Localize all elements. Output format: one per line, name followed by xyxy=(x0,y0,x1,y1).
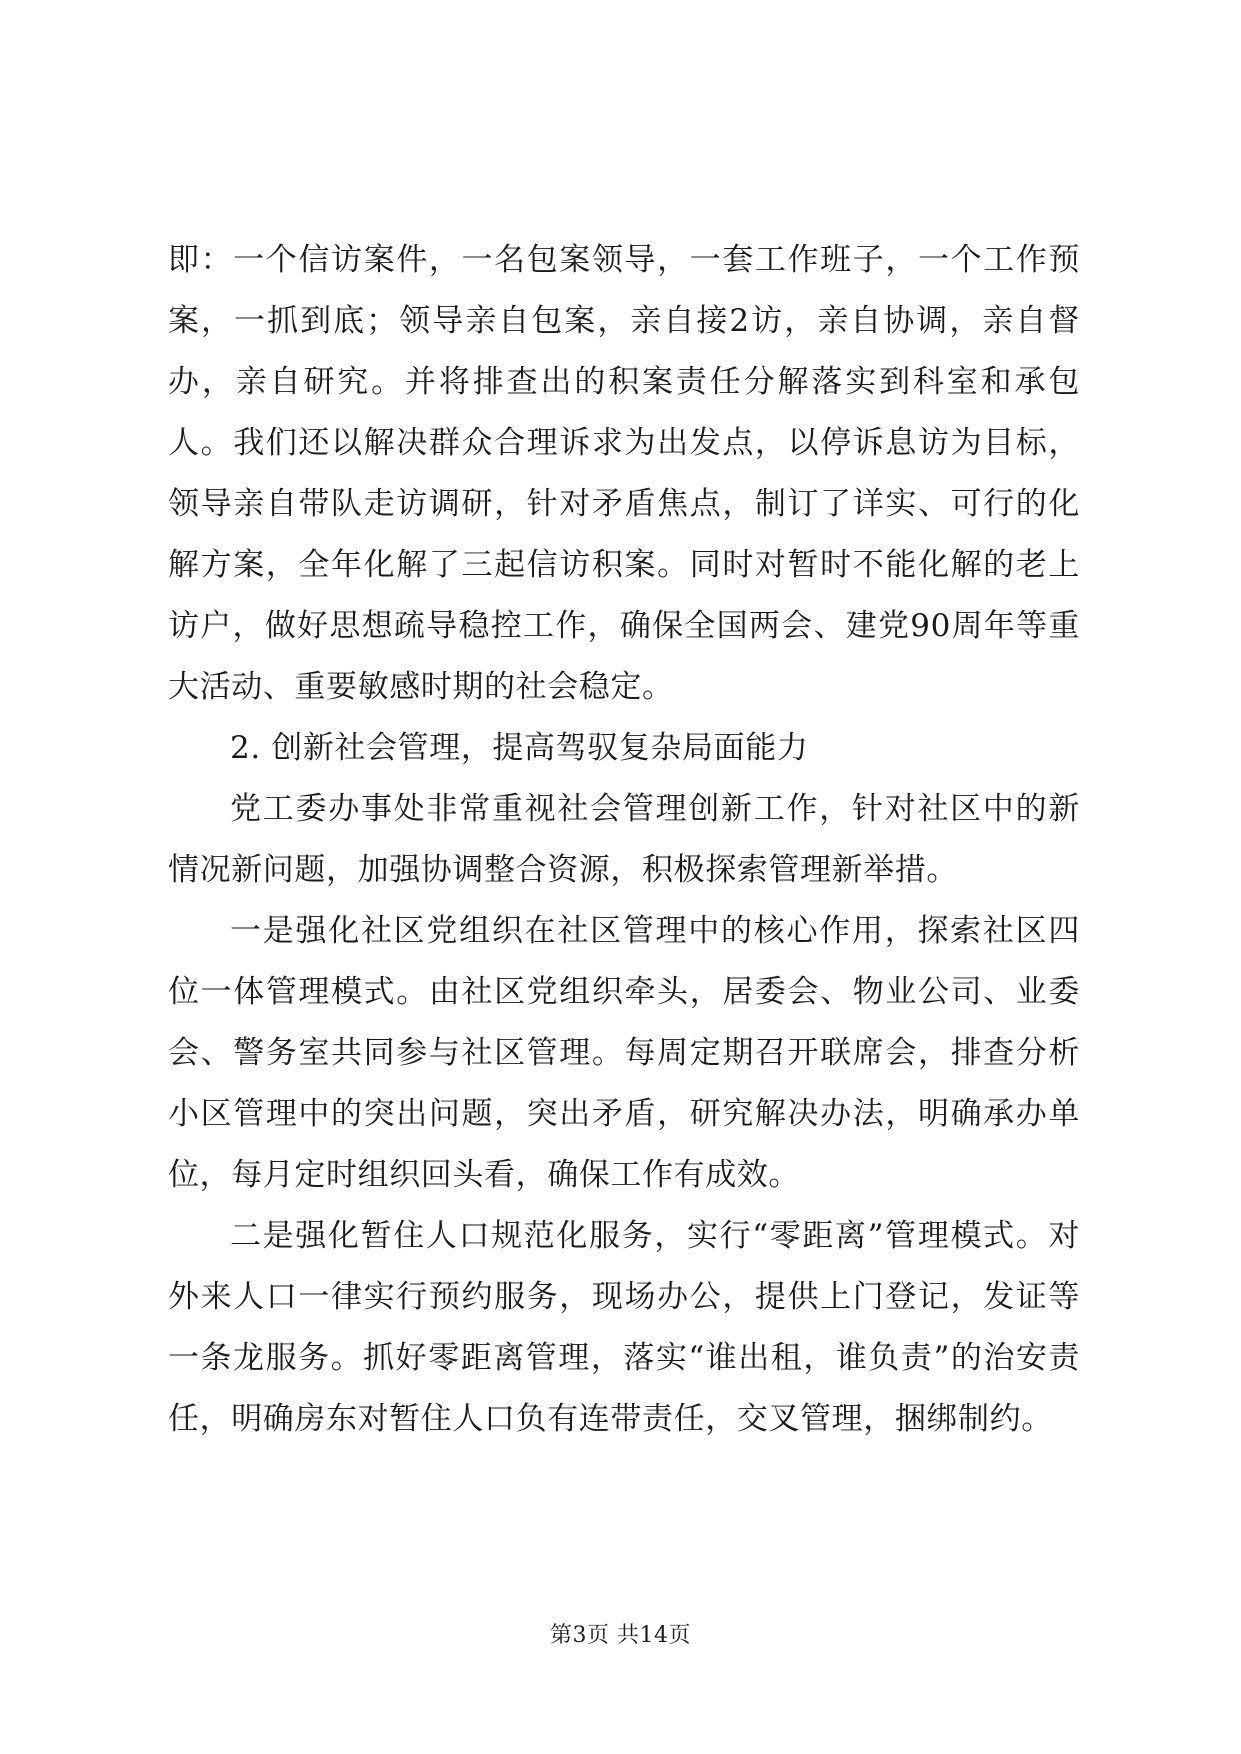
section-heading: 2. 创新社会管理，提高驾驭复杂局面能力 xyxy=(230,730,809,766)
paragraph-point-two: 二是强化暂住人口规范化服务，实行“零距离”管理模式。对外来人口一律实行预约服务，现场办公，提供上门登记，发证等一条龙服务。抓好零距离管理，落实“谁出租，谁负责”的治安责任，明确房东对暂住人口负有连带责任，交叉管理，捆绑制约。 xyxy=(168,1218,1080,1437)
paragraph-intro: 党工委办事处非常重视社会管理创新工作，针对社区中的新情况新问题，加强协调整合资源，积极探索管理新举措。 xyxy=(168,791,1080,888)
paragraph-continuation: 即：一个信访案件，一名包案领导，一套工作班子，一个工作预案，一抓到底；领导亲自包案，亲自接2访，亲自协调，亲自督办，亲自研究。并将排查出的积案责任分解落实到科室和承包人。我们还以解决群众合理诉求为出发点，以停诉息访为目标，领导亲自带队走访调研，针对矛盾焦点，制订了详实、可行的化解方案，全年化解了三起信访积案。同时对暂时不能化解的老上访户，做好思想疏导稳控工作，确保全国两会、建党90周年等重大活动、重要敏感时期的社会稳定。 xyxy=(168,242,1080,705)
page-footer: 第3页 共14页 xyxy=(550,1623,691,1648)
paragraph-point-one: 一是强化社区党组织在社区管理中的核心作用，探索社区四位一体管理模式。由社区党组织牵头，居委会、物业公司、业委会、警务室共同参与社区管理。每周定期召开联席会，排查分析小区管理中的突出问题，突出矛盾，研究解决办法，明确承办单位，每月定时组织回头看，确保工作有成效。 xyxy=(168,913,1080,1193)
document-body xyxy=(168,230,1080,1450)
